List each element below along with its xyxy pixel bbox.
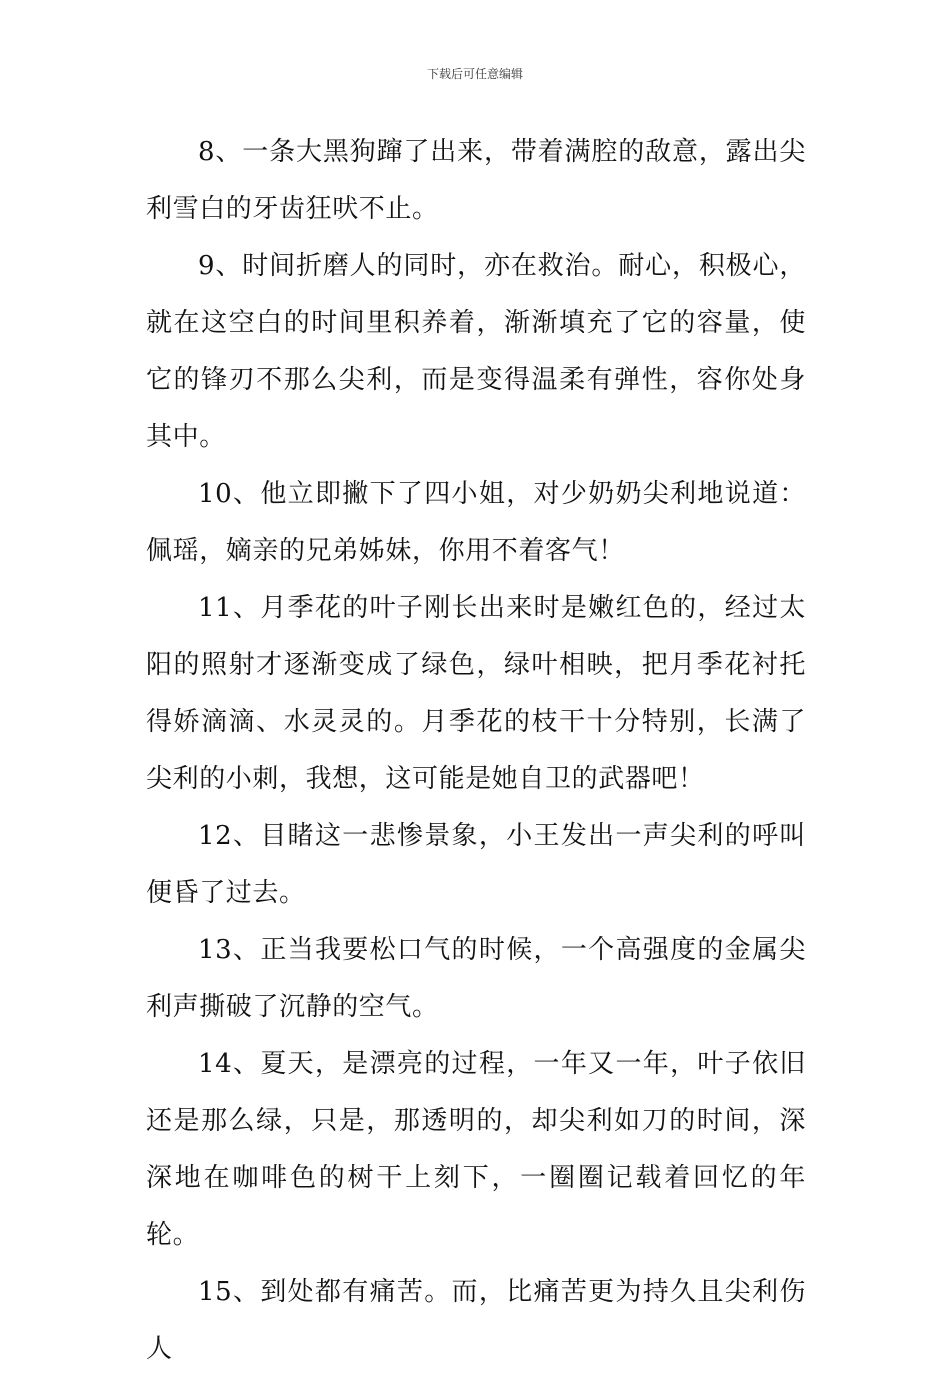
paragraph-13: 13、正当我要松口气的时候，一个高强度的金属尖利声撕破了沉静的空气。 <box>146 935 806 1022</box>
paragraph-9: 9、时间折磨人的同时，亦在救治。耐心，积极心，就在这空白的时间里积养着，渐渐填充了它的容量，使它的锋刃不那么尖利，而是变得温柔有弹性，容你处身其中。 <box>146 251 806 452</box>
paragraph-12: 12、目睹这一悲惨景象，小王发出一声尖利的呼叫便昏了过去。 <box>146 821 806 908</box>
paragraph-11: 11、月季花的叶子刚长出来时是嫩红色的，经过太阳的照射才逐渐变成了绿色，绿叶相映，把月季花衬托得娇滴滴、水灵灵的。月季花的枝干十分特别，长满了尖利的小刺，我想，这可能是她自卫的武器吧！ <box>146 593 806 794</box>
paragraph-10: 10、他立即撇下了四小姐，对少奶奶尖利地说道：佩瑶，嫡亲的兄弟姊妹，你用不着客气！ <box>146 479 806 566</box>
paragraph-8: 8、一条大黑狗蹿了出来，带着满腔的敌意，露出尖利雪白的牙齿狂吠不止。 <box>146 137 806 224</box>
page-header: 下载后可任意编辑 <box>426 67 523 81</box>
paragraph-14: 14、夏天，是漂亮的过程，一年又一年，叶子依旧还是那么绿，只是，那透明的，却尖利如刀的时间，深深地在咖啡色的树干上刻下，一圈圈记载着回忆的年轮。 <box>146 1049 806 1250</box>
document-body <box>146 124 806 1378</box>
paragraph-15: 15、到处都有痛苦。而，比痛苦更为持久且尖利伤人 <box>146 1277 806 1364</box>
